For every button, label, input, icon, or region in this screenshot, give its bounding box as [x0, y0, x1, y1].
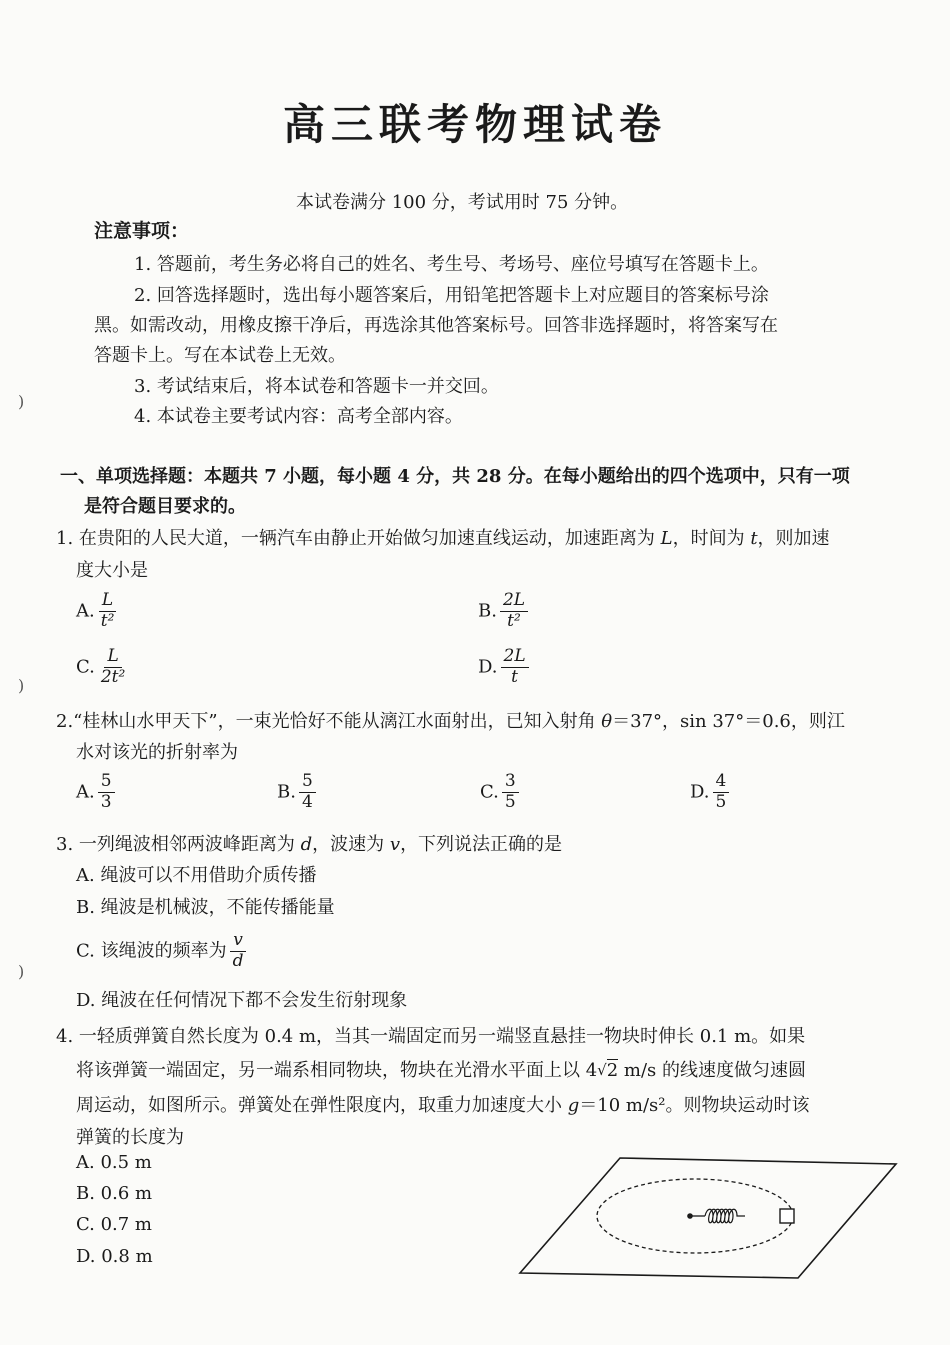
q3-option-a[interactable]: A. 绳波可以不用借助介质传播 — [76, 865, 317, 886]
q2-option-c[interactable]: C. $\frac{3}{5}$ — [480, 773, 519, 812]
q4-figure — [500, 1150, 900, 1285]
notice-item-2-line-2: 黑。如需改动，用橡皮擦干净后，再选涂其他答案标号。回答非选择题时，将答案写在 — [94, 315, 778, 336]
q3-stem: 3. 一列绳波相邻两波峰距离为 d，波速为 v，下列说法正确的是 — [56, 834, 563, 855]
q1-stem-line-2: 度大小是 — [76, 560, 148, 581]
q2-option-b[interactable]: B. $\frac{5}{4}$ — [277, 773, 316, 812]
notice-item-2-line-1: 2. 回答选择题时，选出每小题答案后，用铅笔把答题卡上对应题目的答案标号涂 — [134, 285, 769, 306]
margin-mark-3: ) — [18, 962, 25, 981]
section-1-heading: 一、单项选择题：本题共 7 小题，每小题 4 分，共 28 分。在每小题给出的四个选项中，只有一项 — [60, 466, 850, 487]
exam-info: 本试卷满分 100 分，考试用时 75 分钟。 — [296, 192, 629, 213]
q4-stem-line-3: 周运动，如图所示。弹簧处在弹性限度内，取重力加速度大小 g＝10 m/s²。则物块运动时该 — [76, 1095, 810, 1116]
margin-mark-1: ) — [18, 392, 25, 411]
q4-stem-line-1: 4. 一轻质弹簧自然长度为 0.4 m，当其一端固定而另一端竖直悬挂一物块时伸长 0.1 m。如果 — [56, 1026, 806, 1047]
block — [780, 1209, 794, 1223]
q2-stem-line-1: 2.“桂林山水甲天下”，一束光恰好不能从漓江水面射出，已知入射角 θ＝37°，sin 37°＝0.6，则江 — [56, 711, 845, 732]
q4-stem-line-4: 弹簧的长度为 — [76, 1127, 184, 1148]
notice-item-3: 3. 考试结束后，将本试卷和答题卡一并交回。 — [134, 376, 499, 397]
notice-heading: 注意事项： — [94, 220, 190, 242]
q4-option-b[interactable]: B. 0.6 m — [76, 1183, 153, 1204]
page-title: 高三联考物理试卷 — [282, 100, 667, 149]
q1-option-a[interactable]: A. $\frac{L}{\text{t²}}$ — [76, 590, 115, 631]
q4-option-d[interactable]: D. 0.8 m — [76, 1246, 153, 1267]
q1-option-d[interactable]: D. $\frac{2L}{t}$ — [478, 648, 529, 687]
notice-item-4: 4. 本试卷主要考试内容：高考全部内容。 — [134, 406, 463, 427]
q4-option-c[interactable]: C. 0.7 m — [76, 1214, 152, 1235]
q4-stem-line-2: 将该弹簧一端固定，另一端系相同物块，物块在光滑水平面上以 4√2 m/s 的线速度做匀速圆 — [76, 1060, 807, 1081]
margin-mark-2: ) — [18, 676, 25, 695]
q1-option-b[interactable]: B. $\frac{2L}{\text{t²}}$ — [478, 592, 528, 631]
q4-option-a[interactable]: A. 0.5 m — [76, 1152, 152, 1173]
q1-stem-line-1: 1. 在贵阳的人民大道，一辆汽车由静止开始做匀加速直线运动，加速距离为 L，时间为 t，则加速 — [56, 528, 830, 549]
q2-option-a[interactable]: A. $\frac{5}{3}$ — [76, 773, 115, 812]
q2-option-d[interactable]: D. $\frac{4}{5}$ — [690, 773, 729, 812]
q2-stem-line-2: 水对该光的折射率为 — [76, 742, 238, 763]
section-1-heading-line-2: 是符合题目要求的。 — [84, 496, 246, 517]
plane-outline — [520, 1158, 896, 1278]
q3-option-b[interactable]: B. 绳波是机械波，不能传播能量 — [76, 897, 335, 918]
q3-option-d[interactable]: D. 绳波在任何情况下都不会发生衍射现象 — [76, 990, 408, 1011]
q1-option-c[interactable]: C. $\frac{L}{\text{2t²}}$ — [76, 646, 126, 687]
spring-coil — [705, 1209, 745, 1223]
notice-item-2-line-3: 答题卡上。写在本试卷上无效。 — [94, 345, 346, 366]
q3-option-c[interactable]: C. 该绳波的频率为 $\frac{v}{d}$ — [76, 932, 246, 971]
notice-item-1: 1. 答题前，考生务必将自己的姓名、考生号、考场号、座位号填写在答题卡上。 — [134, 254, 769, 275]
